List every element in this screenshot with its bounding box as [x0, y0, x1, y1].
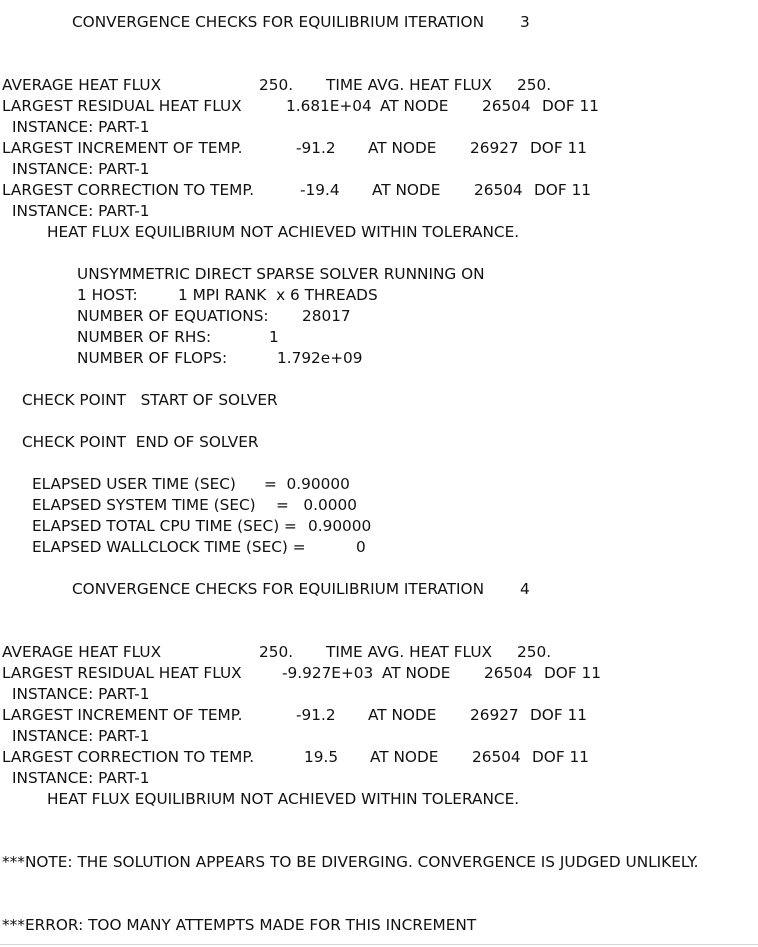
flops-label: NUMBER OF FLOPS:: [77, 349, 228, 367]
time-avg-heat-flux-label: TIME AVG. HEAT FLUX: [326, 643, 492, 661]
equations-label: NUMBER OF EQUATIONS:: [77, 307, 269, 325]
wallclock-time-value: 0: [356, 538, 366, 556]
time-avg-heat-flux-value: 250.: [517, 76, 552, 94]
increment-temp-label: LARGEST INCREMENT OF TEMP.: [2, 706, 243, 724]
cpu-time-value: 0.90000: [308, 517, 372, 535]
residual-dof: DOF 11: [544, 664, 601, 682]
avg-heat-flux-label: AVERAGE HEAT FLUX: [2, 76, 162, 94]
residual-heat-flux-value: 1.681E+04: [286, 97, 372, 115]
correction-dof: DOF 11: [534, 181, 591, 199]
error-message: ***ERROR: TOO MANY ATTEMPTS MADE FOR THIS INCREMENT: [2, 916, 477, 934]
correction-node-label: AT NODE: [370, 748, 439, 766]
correction-temp-value: 19.5: [304, 748, 339, 766]
wallclock-time-label: ELAPSED WALLCLOCK TIME (SEC) =: [32, 538, 306, 556]
residual-dof: DOF 11: [542, 97, 599, 115]
increment-node: 26927: [470, 706, 519, 724]
rhs-value: 1: [269, 328, 279, 346]
iteration-header-label: CONVERGENCE CHECKS FOR EQUILIBRIUM ITERATION: [72, 13, 485, 31]
flops-value: 1.792e+09: [277, 349, 363, 367]
increment-dof: DOF 11: [530, 139, 587, 157]
system-time-value: = 0.0000: [276, 496, 357, 514]
solver-title: UNSYMMETRIC DIRECT SPARSE SOLVER RUNNING ON: [77, 265, 485, 283]
avg-heat-flux-value: 250.: [259, 76, 294, 94]
residual-node: 26504: [484, 664, 533, 682]
cpu-time-label: ELAPSED TOTAL CPU TIME (SEC) =: [32, 517, 297, 535]
avg-heat-flux-label: AVERAGE HEAT FLUX: [2, 643, 162, 661]
correction-node-label: AT NODE: [372, 181, 441, 199]
equilibrium-status: HEAT FLUX EQUILIBRIUM NOT ACHIEVED WITHIN TOLERANCE.: [47, 790, 520, 808]
instance-line: INSTANCE: PART-1: [12, 118, 150, 136]
time-avg-heat-flux-label: TIME AVG. HEAT FLUX: [326, 76, 492, 94]
instance-line: INSTANCE: PART-1: [12, 769, 150, 787]
correction-node: 26504: [474, 181, 523, 199]
user-time-value: = 0.90000: [264, 475, 350, 493]
residual-heat-flux-label: LARGEST RESIDUAL HEAT FLUX: [2, 97, 242, 115]
correction-temp-label: LARGEST CORRECTION TO TEMP.: [2, 181, 255, 199]
increment-temp-label: LARGEST INCREMENT OF TEMP.: [2, 139, 243, 157]
iteration-number: 3: [520, 13, 530, 31]
residual-heat-flux-label: LARGEST RESIDUAL HEAT FLUX: [2, 664, 242, 682]
correction-node: 26504: [472, 748, 521, 766]
correction-temp-label: LARGEST CORRECTION TO TEMP.: [2, 748, 255, 766]
correction-dof: DOF 11: [532, 748, 589, 766]
equations-value: 28017: [302, 307, 351, 325]
instance-line: INSTANCE: PART-1: [12, 685, 150, 703]
instance-line: INSTANCE: PART-1: [12, 202, 150, 220]
checkpoint-start: CHECK POINT START OF SOLVER: [22, 391, 278, 409]
system-time-label: ELAPSED SYSTEM TIME (SEC): [32, 496, 256, 514]
increment-temp-value: -91.2: [296, 139, 336, 157]
iteration-number: 4: [520, 580, 530, 598]
residual-node: 26504: [482, 97, 531, 115]
iteration-header-label: CONVERGENCE CHECKS FOR EQUILIBRIUM ITERATION: [72, 580, 485, 598]
correction-temp-value: -19.4: [300, 181, 340, 199]
avg-heat-flux-value: 250.: [259, 643, 294, 661]
increment-node-label: AT NODE: [368, 139, 437, 157]
increment-dof: DOF 11: [530, 706, 587, 724]
instance-line: INSTANCE: PART-1: [12, 727, 150, 745]
residual-heat-flux-value: -9.927E+03: [282, 664, 374, 682]
user-time-label: ELAPSED USER TIME (SEC): [32, 475, 236, 493]
solver-hosts: 1 HOST:: [77, 286, 138, 304]
rhs-label: NUMBER OF RHS:: [77, 328, 212, 346]
increment-node-label: AT NODE: [368, 706, 437, 724]
divergence-note: ***NOTE: THE SOLUTION APPEARS TO BE DIVERGING. CONVERGENCE IS JUDGED UNLIKELY.: [2, 853, 699, 871]
equilibrium-status: HEAT FLUX EQUILIBRIUM NOT ACHIEVED WITHIN TOLERANCE.: [47, 223, 520, 241]
increment-node: 26927: [470, 139, 519, 157]
solver-ranks: 1 MPI RANK x 6 THREADS: [178, 286, 378, 304]
residual-node-label: AT NODE: [380, 97, 449, 115]
checkpoint-end: CHECK POINT END OF SOLVER: [22, 433, 259, 451]
increment-temp-value: -91.2: [296, 706, 336, 724]
time-avg-heat-flux-value: 250.: [517, 643, 552, 661]
instance-line: INSTANCE: PART-1: [12, 160, 150, 178]
bottom-divider: [0, 944, 758, 945]
residual-node-label: AT NODE: [382, 664, 451, 682]
